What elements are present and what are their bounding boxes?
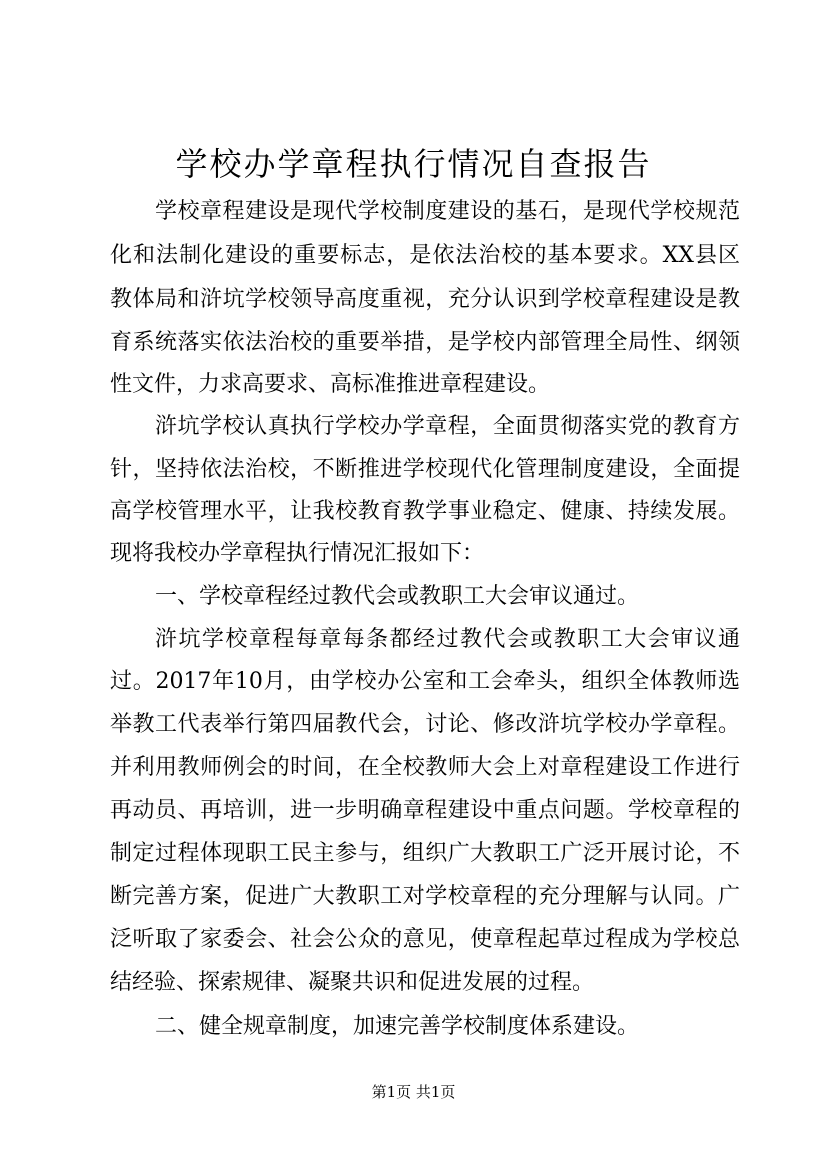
section-heading: 二、健全规章制度，加速完善学校制度体系建设。: [155, 1014, 640, 1039]
body-line: 制定过程体现职工民主参与，组织广大教职工广泛开展讨论，不: [110, 841, 740, 866]
body-line: 育系统落实依法治校的重要举措，是学校内部管理全局性、纲领: [110, 330, 740, 355]
body-line: 针，坚持依法治校，不断推进学校现代化管理制度建设，全面提: [110, 457, 740, 482]
body-line: 现将我校办学章程执行情况汇报如下：: [110, 541, 485, 566]
body-line: 举教工代表举行第四届教代会，讨论、修改浒坑学校办学章程。: [110, 712, 740, 737]
body-line: 泛听取了家委会、社会公众的意见，使章程起草过程成为学校总: [110, 927, 740, 952]
body-line: 学校章程建设是现代学校制度建设的基石，是现代学校规范: [155, 199, 740, 224]
document-title: 学校办学章程执行情况自查报告: [175, 145, 652, 183]
body-line: 教体局和浒坑学校领导高度重视，充分认识到学校章程建设是教: [110, 287, 740, 312]
body-line: 浒坑学校认真执行学校办学章程，全面贯彻落实党的教育方: [155, 414, 740, 439]
body-line: 并利用教师例会的时间，在全校教师大会上对章程建设工作进行: [110, 755, 740, 780]
page-number-footer: 第1页 共1页: [371, 1083, 456, 1101]
section-heading: 一、学校章程经过教代会或教职工大会审议通过。: [155, 584, 640, 609]
body-line: 性文件，力求高要求、高标准推进章程建设。: [110, 372, 551, 397]
body-line: 结经验、探索规律、凝聚共识和促进发展的过程。: [110, 970, 595, 995]
body-line: 断完善方案，促进广大教职工对学校章程的充分理解与认同。广: [110, 884, 740, 909]
body-line: 再动员、再培训，进一步明确章程建设中重点问题。学校章程的: [110, 798, 740, 823]
body-line: 过。2017年10月，由学校办公室和工会牵头，组织全体教师选: [110, 669, 740, 694]
body-line: 高学校管理水平，让我校教育教学事业稳定、健康、持续发展。: [110, 499, 740, 524]
body-line: 浒坑学校章程每章每条都经过教代会或教职工大会审议通: [155, 627, 740, 652]
body-line: 化和法制化建设的重要标志，是依法治校的基本要求。XX县区: [110, 243, 740, 268]
